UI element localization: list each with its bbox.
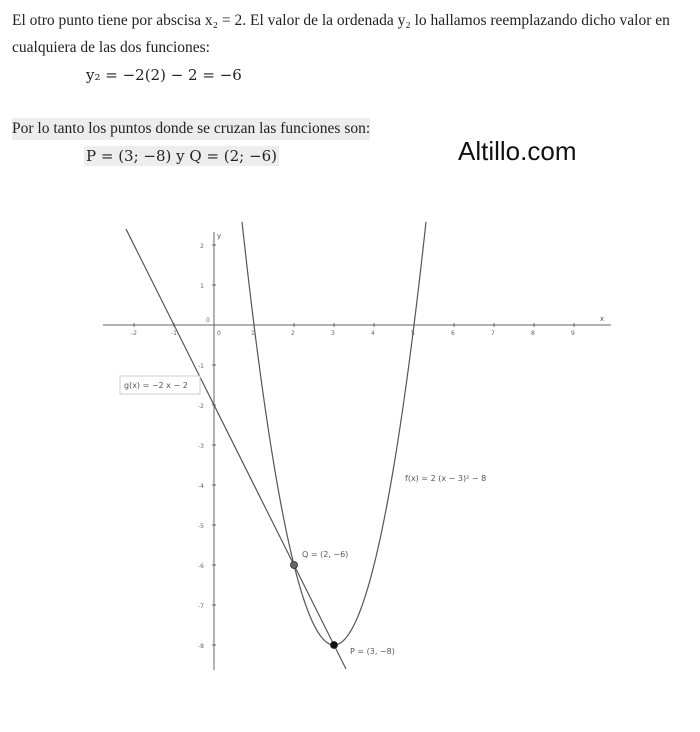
x-tick-label: 0 — [217, 330, 221, 337]
f-label: f(x) = 2 (x − 3)² − 8 — [405, 474, 487, 483]
altillo-logo-text: Altillo.com — [458, 136, 577, 166]
point-label-q: Q = (2, −6) — [302, 550, 349, 559]
points — [291, 550, 395, 656]
x-tick-label: 5 — [411, 330, 415, 337]
y-axis-label: y — [217, 232, 222, 240]
x-tick-label: 4 — [371, 330, 375, 337]
x-tick-label: 9 — [571, 330, 575, 337]
point-p — [331, 642, 338, 649]
tick-labels — [131, 243, 575, 650]
x-tick-label: 6 — [451, 330, 455, 337]
equation-points: P = (3; −8) y Q = (2; −6) — [86, 147, 277, 165]
point-label-p: P = (3, −8) — [350, 647, 395, 656]
parabola-f — [242, 222, 426, 645]
x-tick-label: 7 — [491, 330, 495, 337]
x-tick-label: 2 — [291, 330, 295, 337]
equation-y2: y₂ = −2(2) − 2 = −6 — [86, 66, 242, 84]
curves — [126, 222, 426, 669]
y-tick-label: -1 — [198, 363, 204, 370]
y-tick-label: -2 — [198, 403, 204, 410]
y-tick-label: -5 — [198, 523, 204, 530]
intro-line-1: El otro punto tiene por abscisa x₂ = 2. El valor de la ordenada y₂ lo hallamos reemplazando dicho valor en — [12, 12, 670, 29]
y-tick-label: 1 — [200, 283, 204, 290]
x-tick-label: 1 — [251, 330, 255, 337]
function-labels — [120, 376, 486, 483]
intro-line-2: cualquiera de las dos funciones: — [12, 39, 210, 56]
point-q — [291, 562, 298, 569]
x-tick-label: 8 — [531, 330, 535, 337]
y-tick-label: 2 — [200, 243, 204, 250]
line-g — [126, 229, 349, 669]
y-tick-label: -4 — [198, 483, 204, 490]
g-label: g(x) = −2 x − 2 — [124, 381, 188, 390]
y-tick-label: -6 — [198, 563, 204, 570]
x-tick-label: -2 — [131, 330, 137, 337]
conclusion-line: Por lo tanto los puntos donde se cruzan las funciones son: — [12, 118, 370, 140]
origin-label: 0 — [206, 317, 210, 324]
y-tick-label: -7 — [198, 603, 204, 610]
x-axis-label: x — [600, 315, 605, 323]
x-tick-label: -1 — [171, 330, 177, 337]
axes — [103, 232, 611, 670]
y-tick-label: -8 — [198, 643, 204, 650]
y-tick-label: -3 — [198, 443, 204, 450]
x-tick-label: 3 — [331, 330, 335, 337]
